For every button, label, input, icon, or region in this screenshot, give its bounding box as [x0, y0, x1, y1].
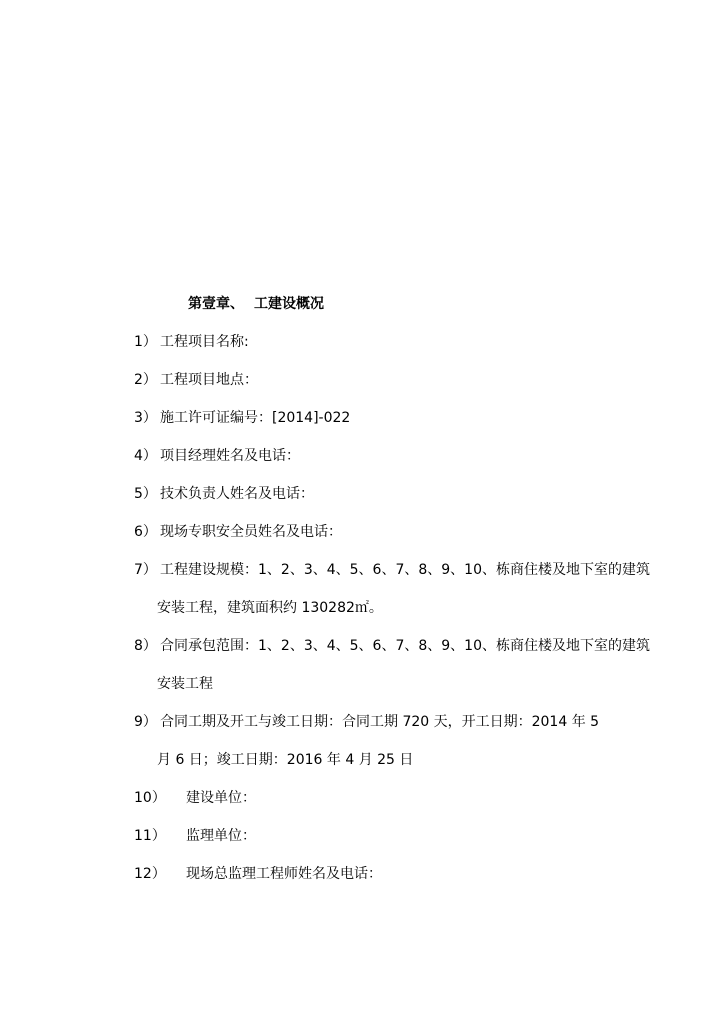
list-item-9: [134, 712, 599, 732]
list-item-7-continuation: 安装工程，建筑面积约 130282㎡。: [157, 600, 383, 616]
list-item-12: [134, 864, 382, 884]
item-number: 10）: [134, 790, 166, 806]
list-item-10: [134, 788, 256, 808]
item-text: 合同承包范围：1、2、3、4、5、6、7、8、9、10、栋商住楼及地下室的建筑: [160, 638, 650, 654]
list-item-6: [134, 522, 342, 542]
item-number: 7）: [134, 562, 157, 578]
list-item-2: [134, 370, 258, 390]
chapter-number: 第壹章、: [188, 296, 244, 312]
list-item-5: [134, 484, 314, 504]
list-item-8: [134, 636, 650, 656]
item-text: 监理单位：: [186, 828, 256, 844]
chapter-heading: [188, 294, 324, 314]
item-text: 项目经理姓名及电话：: [160, 448, 300, 464]
list-item-4: [134, 446, 300, 466]
item-text: 合同工期及开工与竣工日期：合同工期 720 天，开工日期：2014 年 5: [160, 714, 600, 730]
item-text: 工程项目地点：: [160, 372, 258, 388]
item-number: 2）: [134, 372, 157, 388]
list-item-8-continuation: 安装工程: [157, 676, 213, 692]
item-number: 4）: [134, 448, 157, 464]
item-number: 12）: [134, 866, 166, 882]
item-text: 技术负责人姓名及电话：: [160, 486, 314, 502]
list-item-7: [134, 560, 650, 580]
item-number: 5）: [134, 486, 157, 502]
item-number: 1）: [134, 334, 157, 350]
chapter-title: 工建设概况: [254, 296, 324, 312]
list-item-9-continuation: 月 6 日；竣工日期：2016 年 4 月 25 日: [157, 752, 414, 768]
list-item-1: [134, 332, 249, 352]
item-text: 现场专职安全员姓名及电话：: [160, 524, 342, 540]
item-number: 3）: [134, 410, 157, 426]
item-text: 现场总监理工程师姓名及电话：: [186, 866, 382, 882]
item-number: 8）: [134, 638, 157, 654]
item-text: 工程建设规模：1、2、3、4、5、6、7、8、9、10、栋商住楼及地下室的建筑: [160, 562, 650, 578]
item-text: 工程项目名称:: [160, 334, 249, 350]
list-item-3: [134, 408, 350, 428]
item-number: 9）: [134, 714, 157, 730]
item-text: 施工许可证编号：[2014]-022: [160, 410, 351, 426]
list-item-11: [134, 826, 256, 846]
item-text: 建设单位：: [186, 790, 256, 806]
item-number: 11）: [134, 828, 166, 844]
item-number: 6）: [134, 524, 157, 540]
